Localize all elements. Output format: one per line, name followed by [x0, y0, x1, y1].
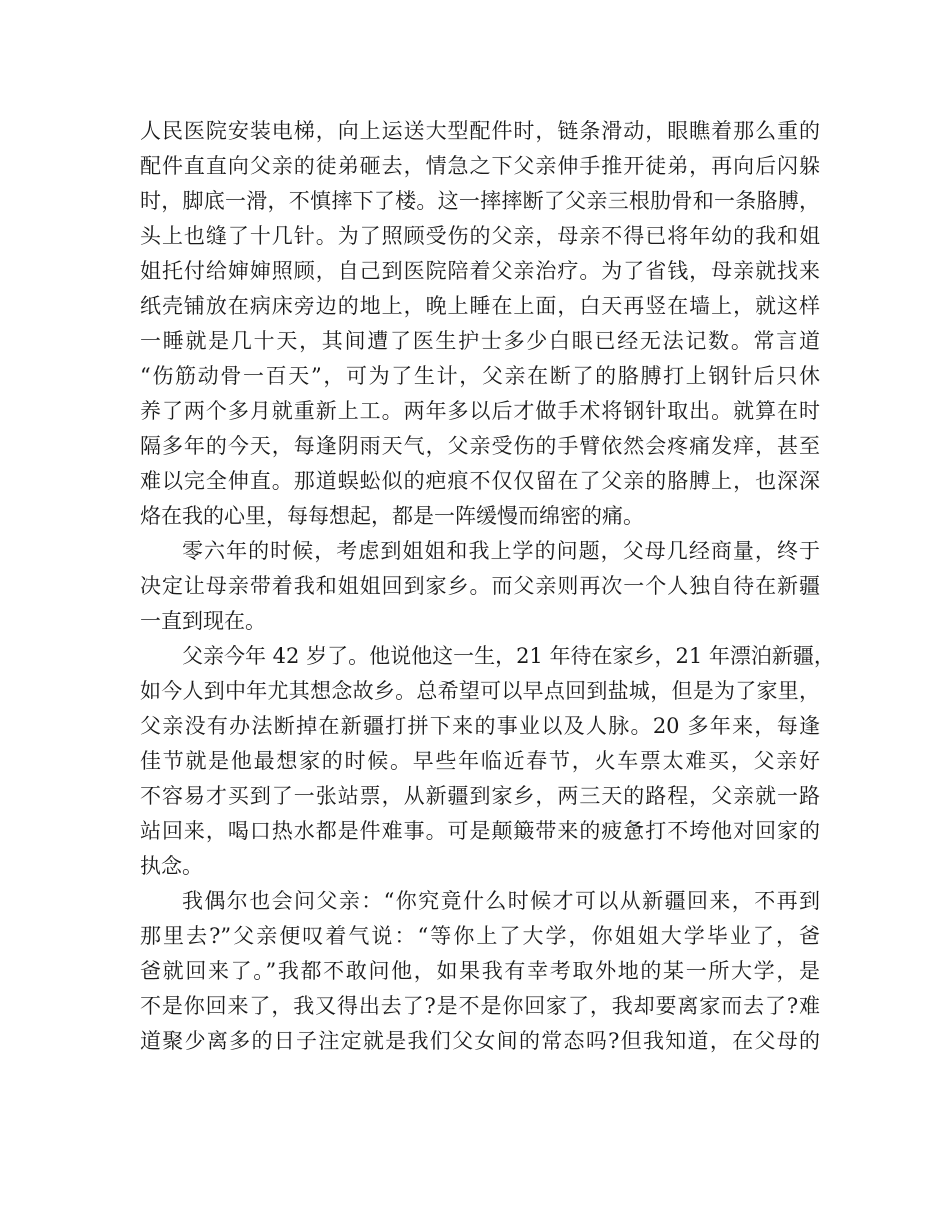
text-line: 一直到现在。: [140, 609, 266, 633]
text-line: 一睡就是几十天，其间遭了医生护士多少白眼已经无法记数。常言道: [140, 329, 820, 353]
paragraph-first-line: 零六年的时候，考虑到姐姐和我上学的问题，父母几经商量，终于: [182, 539, 820, 563]
text-line: 配件直直向父亲的徒弟砸去，情急之下父亲伸手推开徒弟，再向后闪躲: [140, 154, 820, 178]
body-text: [140, 114, 835, 1059]
text-line: 时，脚底一滑，不慎摔下了楼。这一摔摔断了父亲三根肋骨和一条胳膊，: [140, 189, 820, 213]
text-line: 难以完全伸直。那道蜈蚣似的疤痕不仅仅留在了父亲的胳膊上，也深深: [140, 469, 820, 493]
text-line: 父亲没有办法断掉在新疆打拼下来的事业以及人脉。20 多年来，每逢: [140, 714, 820, 738]
text-line: 如今人到中年尤其想念故乡。总希望可以早点回到盐城，但是为了家里，: [140, 679, 820, 703]
text-line: 姐托付给婶婶照顾，自己到医院陪着父亲治疗。为了省钱，母亲就找来: [140, 259, 820, 283]
text-line: 执念。: [140, 854, 203, 878]
text-line: 站回来，喝口热水都是件难事。可是颠簸带来的疲惫打不垮他对回家的: [140, 819, 820, 843]
text-line: “伤筋动骨一百天”，可为了生计，父亲在断了的胳膊打上钢针后只休: [140, 364, 820, 388]
text-line: 决定让母亲带着我和姐姐回到家乡。而父亲则再次一个人独自待在新疆: [140, 574, 820, 598]
text-line: 爸就回来了。”我都不敢问他，如果我有幸考取外地的某一所大学，是: [140, 959, 820, 983]
text-line: 不容易才买到了一张站票，从新疆到家乡，两三天的路程，父亲就一路: [140, 784, 820, 808]
text-line: 佳节就是他最想家的时候。早些年临近春节，火车票太难买，父亲好: [140, 749, 820, 773]
text-line: 烙在我的心里，每每想起，都是一阵缓慢而绵密的痛。: [140, 504, 644, 528]
text-line: 养了两个多月就重新上工。两年多以后才做手术将钢针取出。就算在时: [140, 399, 820, 423]
paragraph-first-line: 父亲今年 42 岁了。他说他这一生，21 年待在家乡，21 年漂泊新疆，: [182, 644, 835, 668]
text-line: 人民医院安装电梯，向上运送大型配件时，链条滑动，眼瞧着那么重的: [140, 119, 820, 143]
text-line: 那里去?”父亲便叹着气说：“等你上了大学，你姐姐大学毕业了，爸: [140, 924, 820, 948]
text-line: 不是你回来了，我又得出去了?是不是你回家了，我却要离家而去了?难: [140, 994, 820, 1018]
text-line: 道聚少离多的日子注定就是我们父女间的常态吗?但我知道，在父母的: [140, 1029, 820, 1053]
text-line: 头上也缝了十几针。为了照顾受伤的父亲，母亲不得已将年幼的我和姐: [140, 224, 820, 248]
text-line: 隔多年的今天，每逢阴雨天气，父亲受伤的手臂依然会疼痛发痒，甚至: [140, 434, 820, 458]
text-line: 纸壳铺放在病床旁边的地上，晚上睡在上面，白天再竖在墙上，就这样: [140, 294, 820, 318]
paragraph-first-line: 我偶尔也会问父亲：“你究竟什么时候才可以从新疆回来，不再到: [182, 889, 820, 913]
